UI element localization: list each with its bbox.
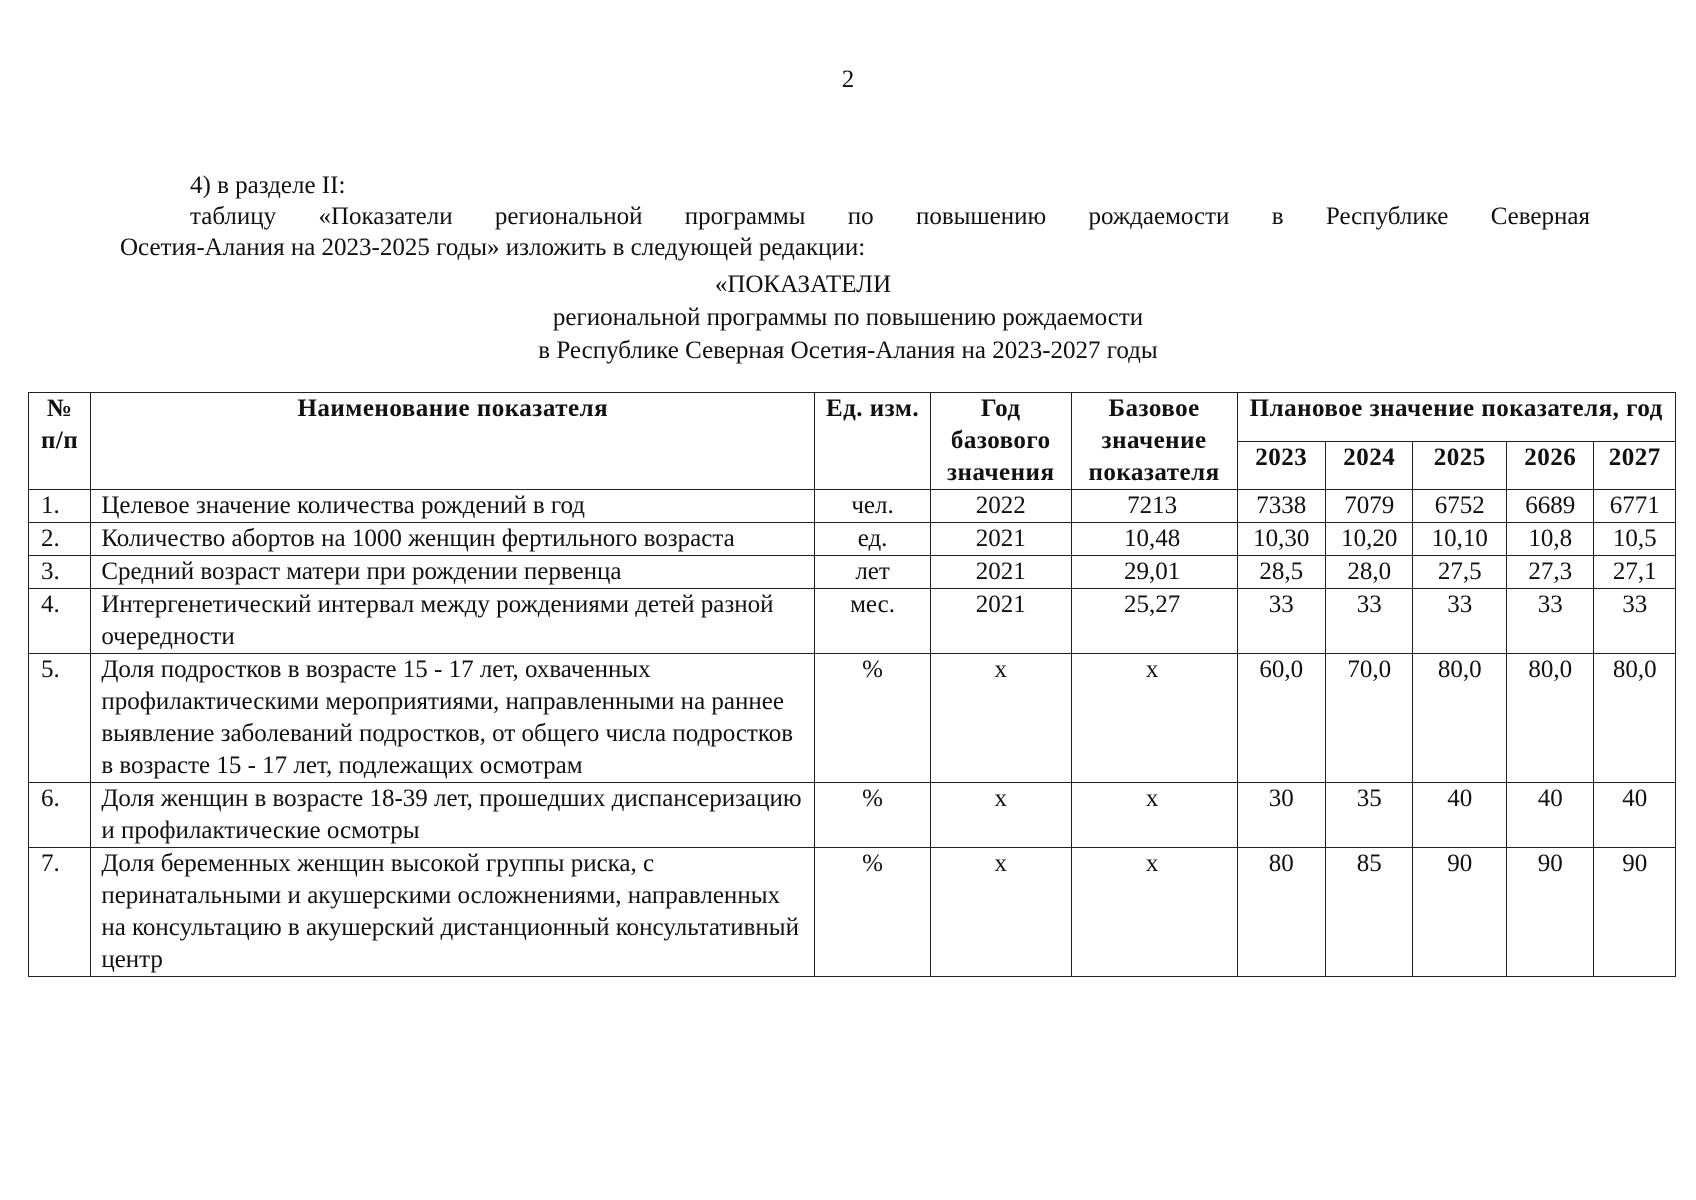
base-year: 2021 bbox=[930, 523, 1071, 556]
plan-value: 10,20 bbox=[1325, 523, 1412, 556]
indicator-name: Доля подростков в возрасте 15 - 17 лет, охваченных профилактическими мероприятиями, направленными на раннее выявление заболеваний подростков, от общего числа подростков в возрасте 15 - 17 лет, подлежащих осмотрам bbox=[91, 654, 815, 783]
plan-value: 33 bbox=[1506, 589, 1593, 654]
plan-value: 28,0 bbox=[1325, 556, 1412, 589]
base-value: x bbox=[1071, 654, 1237, 783]
intro-paragraph bbox=[120, 170, 1590, 263]
plan-value: 27,3 bbox=[1506, 556, 1593, 589]
plan-value: 80,0 bbox=[1506, 654, 1593, 783]
indicators-table bbox=[28, 392, 1676, 977]
plan-value: 33 bbox=[1594, 589, 1676, 654]
plan-value: 10,8 bbox=[1506, 523, 1593, 556]
row-number: 1. bbox=[29, 490, 91, 523]
plan-value: 27,5 bbox=[1413, 556, 1507, 589]
plan-value: 28,5 bbox=[1237, 556, 1325, 589]
plan-value: 40 bbox=[1506, 783, 1593, 848]
row-number: 2. bbox=[29, 523, 91, 556]
header-name: Наименование показателя bbox=[91, 393, 815, 490]
row-number: 5. bbox=[29, 654, 91, 783]
unit-of-measure: % bbox=[815, 654, 931, 783]
unit-of-measure: % bbox=[815, 848, 931, 977]
unit-of-measure: мес. bbox=[815, 589, 931, 654]
plan-value: 10,10 bbox=[1413, 523, 1507, 556]
intro-line-section: 4) в разделе II: bbox=[190, 172, 346, 199]
plan-value: 40 bbox=[1413, 783, 1507, 848]
base-value: x bbox=[1071, 783, 1237, 848]
table-row bbox=[29, 848, 1676, 977]
plan-value: 35 bbox=[1325, 783, 1412, 848]
plan-value: 90 bbox=[1506, 848, 1593, 977]
table-row bbox=[29, 490, 1676, 523]
unit-of-measure: ед. bbox=[815, 523, 931, 556]
plan-value: 85 bbox=[1325, 848, 1412, 977]
table-row bbox=[29, 556, 1676, 589]
indicator-name: Средний возраст матери при рождении первенца bbox=[91, 556, 815, 589]
intro-line-table-title: таблицу «Показатели региональной программы по повышению рождаемости в Республике Северная bbox=[190, 203, 1590, 230]
plan-value: 60,0 bbox=[1237, 654, 1325, 783]
header-unit: Ед. изм. bbox=[815, 393, 931, 490]
plan-value: 33 bbox=[1413, 589, 1507, 654]
base-value: 29,01 bbox=[1071, 556, 1237, 589]
header-base-year: Год базового значения bbox=[930, 393, 1071, 490]
table-header-row bbox=[29, 393, 1676, 442]
indicator-name: Количество абортов на 1000 женщин фертильного возраста bbox=[91, 523, 815, 556]
header-year: 2023 bbox=[1237, 441, 1325, 490]
base-year: 2021 bbox=[930, 589, 1071, 654]
table-heading-region: в Республике Северная Осетия-Алания на 2023-2027 годы bbox=[538, 337, 1158, 364]
plan-value: 33 bbox=[1237, 589, 1325, 654]
page-number: 2 bbox=[841, 66, 855, 93]
plan-value: 7338 bbox=[1237, 490, 1325, 523]
plan-value: 10,30 bbox=[1237, 523, 1325, 556]
indicator-name: Целевое значение количества рождений в год bbox=[91, 490, 815, 523]
header-base-value: Базовое значение показателя bbox=[1071, 393, 1237, 490]
indicator-name: Интергенетический интервал между рождениями детей разной очередности bbox=[91, 589, 815, 654]
header-plan: Плановое значение показателя, год bbox=[1237, 393, 1675, 442]
plan-value: 70,0 bbox=[1325, 654, 1412, 783]
base-value: 10,48 bbox=[1071, 523, 1237, 556]
plan-value: 6689 bbox=[1506, 490, 1593, 523]
header-year: 2026 bbox=[1506, 441, 1593, 490]
plan-value: 33 bbox=[1325, 589, 1412, 654]
base-value: 25,27 bbox=[1071, 589, 1237, 654]
indicator-name: Доля женщин в возрасте 18-39 лет, прошедших диспансеризацию и профилактические осмотры bbox=[91, 783, 815, 848]
row-number: 6. bbox=[29, 783, 91, 848]
unit-of-measure: чел. bbox=[815, 490, 931, 523]
plan-value: 90 bbox=[1413, 848, 1507, 977]
table-row bbox=[29, 783, 1676, 848]
table-heading-subtitle: региональной программы по повышению рождаемости bbox=[552, 304, 1144, 331]
header-year: 2025 bbox=[1413, 441, 1507, 490]
indicator-name: Доля беременных женщин высокой группы риска, с перинатальными и акушерскими осложнениями, направленных на консультацию в акушерский дистанционный консультативный центр bbox=[91, 848, 815, 977]
plan-value: 6752 bbox=[1413, 490, 1507, 523]
row-number: 3. bbox=[29, 556, 91, 589]
row-number: 4. bbox=[29, 589, 91, 654]
base-year: x bbox=[930, 848, 1071, 977]
header-num: № п/п bbox=[29, 393, 91, 490]
table-row bbox=[29, 589, 1676, 654]
base-year: 2021 bbox=[930, 556, 1071, 589]
table-row bbox=[29, 523, 1676, 556]
plan-value: 80 bbox=[1237, 848, 1325, 977]
unit-of-measure: лет bbox=[815, 556, 931, 589]
plan-value: 10,5 bbox=[1594, 523, 1676, 556]
base-value: 7213 bbox=[1071, 490, 1237, 523]
table-body bbox=[29, 490, 1676, 977]
plan-value: 6771 bbox=[1594, 490, 1676, 523]
header-year: 2024 bbox=[1325, 441, 1412, 490]
base-year: 2022 bbox=[930, 490, 1071, 523]
table-row bbox=[29, 654, 1676, 783]
plan-value: 27,1 bbox=[1594, 556, 1676, 589]
base-value: x bbox=[1071, 848, 1237, 977]
plan-value: 80,0 bbox=[1413, 654, 1507, 783]
plan-value: 30 bbox=[1237, 783, 1325, 848]
plan-value: 90 bbox=[1594, 848, 1676, 977]
row-number: 7. bbox=[29, 848, 91, 977]
plan-value: 80,0 bbox=[1594, 654, 1676, 783]
unit-of-measure: % bbox=[815, 783, 931, 848]
base-year: x bbox=[930, 654, 1071, 783]
plan-value: 40 bbox=[1594, 783, 1676, 848]
header-year: 2027 bbox=[1594, 441, 1676, 490]
plan-value: 7079 bbox=[1325, 490, 1412, 523]
intro-line-instruction: Осетия-Алания на 2023-2025 годы» изложить в следующей редакции: bbox=[120, 234, 866, 261]
base-year: x bbox=[930, 783, 1071, 848]
table-heading-title: «ПОКАЗАТЕЛИ bbox=[714, 271, 892, 298]
